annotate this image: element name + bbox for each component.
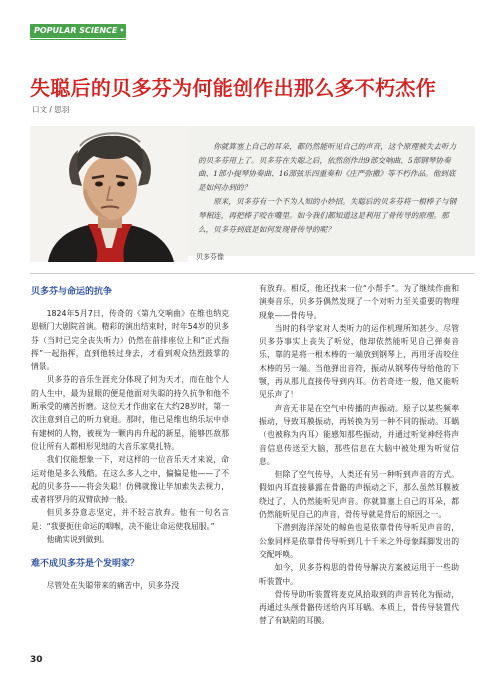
body-paragraph: 声音无非是在空气中传播的声振动。原子以某些频率振动，导致耳膜振动，再转换为另一种不同的振动。耳蜗（也被称为内耳）能感知那些振动，并通过听觉神经将声音信息传送至大脑，那些信息在大脑中被处理为听觉信息。 <box>259 403 459 466</box>
section-heading: 难不成贝多芬是个发明家？ <box>31 559 140 570</box>
page-number: 30 <box>30 655 43 665</box>
beethoven-portrait <box>30 126 188 262</box>
body-paragraph: 如今，贝多芬构思的骨传导解决方案被运用于一些助听装置中。 <box>259 563 459 586</box>
body-paragraph: 但除了空气传导，人类还有另一种听到声音的方式。假如内耳直接暴露在骨骼的声振动之下，那么虽然耳膜被绕过了，人仍然能听见声音。你就算塞上自己的耳朵，都仍然能听见自己的声音，骨传导就是背后的原因之一。 <box>259 470 459 520</box>
intro-paragraph: 你就算塞上自己的耳朵，都仍然能听见自己的声音，这个原理被失去听力的贝多芬用上了。贝多芬在失聪之后，依然创作出9部交响曲、5部钢琴协奏曲、1部小提琴协奏曲、16部弦乐四重奏和《庄严弥撒》等不朽作品。他到底是如何办到的？ <box>198 142 457 192</box>
body-paragraph: 1824年5月7日，传奇的《第九交响曲》在维也纳克恩顿门大剧院首演。精彩的演出结束时，时年54岁的贝多芬（当时已完全丧失听力）仍然在前排座位上和“正式指挥”一起指挥，直到他转过身去，才看到观众热烈鼓掌的情景。 <box>31 309 229 372</box>
section-heading: 贝多芬与命运的抗争 <box>31 287 113 297</box>
section-header <box>0 0 500 40</box>
section-label <box>34 25 143 36</box>
body-paragraph: 当时的科学家对人类听力的运作机理所知甚少。尽管贝多芬事实上丧失了听觉，他却依然能听见自己弹奏音乐，靠的是将一根木棒的一端放到钢琴上，再用牙齿咬住木棒的另一端。当他弹出音符，振动从钢琴传导给他的下颚，再从那儿直接传导到内耳。仿若奇迹一般，他又能听见乐声了！ <box>259 323 459 400</box>
article-byline: 口文 / 思羽 <box>32 105 70 114</box>
intro-text <box>198 140 460 237</box>
body-paragraph: 但贝多芬意志坚定，并不轻言放弃。他有一句名言是：“我要扼住命运的咽喉，决不能让命运使我屈服。” <box>31 508 229 531</box>
body-paragraph: 骨传导助听装置将麦克风拾取到的声音转化为振动，再通过头颅骨骼传送给内耳耳蜗。本质上，骨传导装置代替了有缺陷的耳膜。 <box>259 589 459 626</box>
section-label-english: POPULAR SCIENCE <box>34 26 118 35</box>
body-paragraph: 尽管处在失聪带来的痛苦中，贝多芬没 <box>46 581 180 591</box>
body-paragraph: 下潜到海洋深处的鲸鱼也是依靠骨传导听见声音的，公象同样是依靠骨传导听到几十千米之外母象踩脚发出的交配呼唤。 <box>259 523 459 559</box>
portrait-illustration <box>30 126 188 262</box>
section-label-underline <box>30 39 126 40</box>
section-divider <box>30 273 475 274</box>
portrait-caption: 贝多芬像 <box>196 253 224 261</box>
body-paragraph: 我们仅能想象一下，对这样的一位音乐天才来说，命运对他是多么残酷。在这么多人之中，偏偏是他——了不起的贝多芬——将会失聪！仿佛就像让毕加索失去视力，或者将罗丹的双臂砍掉一般。 <box>31 455 229 505</box>
intro-paragraph: 原来，贝多芬有一个不为人知的小妙招。失聪后的贝多芬将一根棒子与钢琴相连，再把棒子咬在嘴里。如今我们都知道这是利用了骨传导的原理。那么，贝多芬到底是如何发现骨传导的呢？ <box>198 197 457 234</box>
body-column-left <box>31 282 229 593</box>
article-title: 失聪后的贝多芬为何能创作出那么多不朽杰作 <box>30 76 436 100</box>
section-label-dot: • <box>119 26 125 35</box>
body-column-right <box>259 282 459 628</box>
body-paragraph: 有放弃。相反，他还找来一位“小帮手”。为了继续作曲和演奏音乐，贝多芬偶然发现了一个对听力至关重要的物理现象——骨传导。 <box>259 284 459 320</box>
section-label-chinese: 博物 <box>126 26 143 35</box>
body-paragraph: 贝多芬的音乐生涯充分体现了何为天才，而在他个人的人生中，最为显眼的便是他面对失聪的持久抗争和他不断承受的痛苦折磨。这位天才作曲家在大约28岁时，第一次注意到自己的听力衰退。那时，他已是维也纳乐坛中卓有建树的人物，被视为一颗冉冉升起的新星，能够匹敌那位让所有人都相形见绌的大音乐家莫扎特。 <box>31 375 229 451</box>
body-paragraph: 他确实说到做到。 <box>46 535 109 545</box>
